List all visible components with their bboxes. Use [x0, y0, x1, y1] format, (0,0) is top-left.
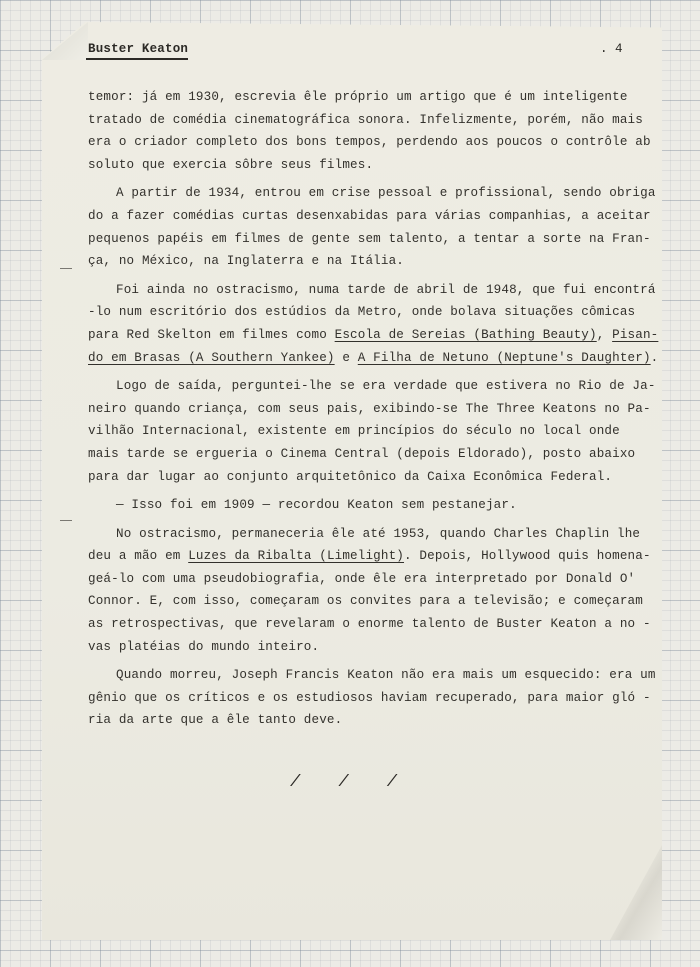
- paragraph: [88, 494, 643, 517]
- text-line: [88, 687, 651, 710]
- text-line: [88, 523, 643, 546]
- text-segment: geá-lo com uma pseudobiografia, onde êle era interpretado por Donald O': [88, 571, 636, 586]
- text-segment: pequenos papéis em filmes de gente sem talento, a tentar a sorte na Fran-: [88, 231, 651, 246]
- text-segment: temor: já em 1930, escrevia êle próprio um artigo que é um inteligente: [88, 90, 628, 104]
- text-segment: mais tarde se ergueria o Cinema Central (depois Eldorado), posto abaixo: [88, 446, 636, 461]
- header-title: Buster Keaton: [88, 42, 189, 56]
- text-segment: Connor. E, com isso, começaram os convites para a televisão; e começaram: [88, 594, 643, 609]
- text-segment: ria da arte que a êle tanto deve.: [88, 713, 343, 728]
- header-underline: [86, 58, 188, 60]
- text-segment: gênio que os críticos e os estudiosos haviam recuperado, para maior gló -: [88, 690, 651, 705]
- text-segment: soluto que exercia sôbre seus filmes.: [88, 157, 374, 172]
- film-title: Escola de Sereias (Bathing Beauty): [334, 327, 597, 342]
- text-segment: para dar lugar ao conjunto arquitetônico da Caixa Econômica Federal.: [88, 469, 613, 484]
- text-segment: ,: [596, 327, 613, 342]
- page-number: . 4: [600, 42, 623, 56]
- text-segment: vas platéias do mundo inteiro.: [88, 639, 320, 654]
- text-line: [88, 347, 659, 370]
- end-mark: / / /: [290, 773, 412, 792]
- text-segment: — Isso foi em 1909 — recordou Keaton sem pestanejar.: [116, 498, 517, 513]
- text-segment: Quando morreu, Joseph Francis Keaton não era mais um esquecido: era um: [116, 668, 656, 683]
- film-title: do em Brasas (A Southern Yankee): [88, 350, 335, 365]
- text-segment: e: [334, 350, 358, 365]
- paragraph: [88, 86, 651, 176]
- film-title: Pisan-: [612, 327, 659, 342]
- text-line: [88, 709, 643, 732]
- text-segment: ça, no México, na Inglaterra e na Itália.: [88, 254, 405, 269]
- text-segment: as retrospectivas, que revelaram o enorme talento de Buster Keaton a no -: [88, 617, 651, 632]
- text-segment: vilhão Internacional, existente em princípios do século no local onde: [88, 424, 620, 439]
- text-line: [88, 324, 659, 347]
- text-segment: No ostracismo, permaneceria êle até 1953, quando Charles Chaplin lhe: [116, 526, 641, 541]
- text-line: [88, 131, 651, 154]
- text-segment: -lo num escritório dos estúdios da Metro, onde bolava situações cômicas: [88, 305, 636, 320]
- text-segment: A partir de 1934, entrou em crise pessoal e profissional, sendo obriga: [116, 186, 656, 201]
- text-segment: do a fazer comédias curtas desenxabidas para várias companhias, a aceitar: [88, 208, 651, 223]
- paragraph: [88, 182, 656, 272]
- paragraph: [88, 664, 656, 732]
- text-line: [88, 250, 643, 273]
- film-title: Luzes da Ribalta (Limelight): [188, 549, 405, 564]
- margin-mark: [60, 268, 72, 269]
- text-line: [88, 613, 651, 636]
- text-line: [88, 375, 656, 398]
- text-segment: Logo de saída, perguntei-lhe se era verdade que estivera no Rio de Ja-: [116, 379, 656, 394]
- text-line: [88, 545, 651, 568]
- text-segment: deu a mão em: [88, 549, 189, 564]
- text-line: [88, 443, 643, 466]
- text-segment: neiro quando criança, com seus pais, exibindo-se The Three Keatons no Pa-: [88, 401, 651, 416]
- margin-mark: [60, 520, 72, 521]
- text-line: [88, 301, 643, 324]
- text-segment: . Depois, Hollywood quis homena-: [404, 549, 651, 564]
- folded-corner: [42, 22, 88, 60]
- paragraph: [88, 523, 651, 659]
- paragraph: [88, 375, 656, 488]
- text-line: [88, 664, 656, 687]
- text-segment: era o criador completo dos bons tempos, perdendo aos poucos o contrôle ab: [88, 135, 651, 150]
- text-line: [88, 398, 651, 421]
- film-title: A Filha de Netuno (Neptune's Daughter): [357, 350, 651, 365]
- body-text: [88, 86, 659, 732]
- text-line: [88, 205, 651, 228]
- text-line: [88, 228, 651, 251]
- text-line: [88, 182, 656, 205]
- text-segment: para Red Skelton em filmes como: [88, 327, 335, 342]
- text-line: [88, 86, 643, 109]
- text-segment: .: [650, 350, 659, 365]
- text-segment: tratado de comédia cinematográfica sonora. Infelizmente, porém, não mais: [88, 112, 643, 127]
- text-line: [88, 279, 656, 302]
- text-line: [88, 494, 643, 517]
- text-line: [88, 109, 643, 132]
- text-line: [88, 466, 643, 489]
- text-line: [88, 420, 643, 443]
- text-line: [88, 636, 643, 659]
- text-line: [88, 154, 643, 177]
- text-line: [88, 590, 643, 613]
- text-segment: Foi ainda no ostracismo, numa tarde de abril de 1948, que fui encontrá: [116, 282, 656, 297]
- paragraph: [88, 279, 659, 369]
- text-line: [88, 568, 643, 591]
